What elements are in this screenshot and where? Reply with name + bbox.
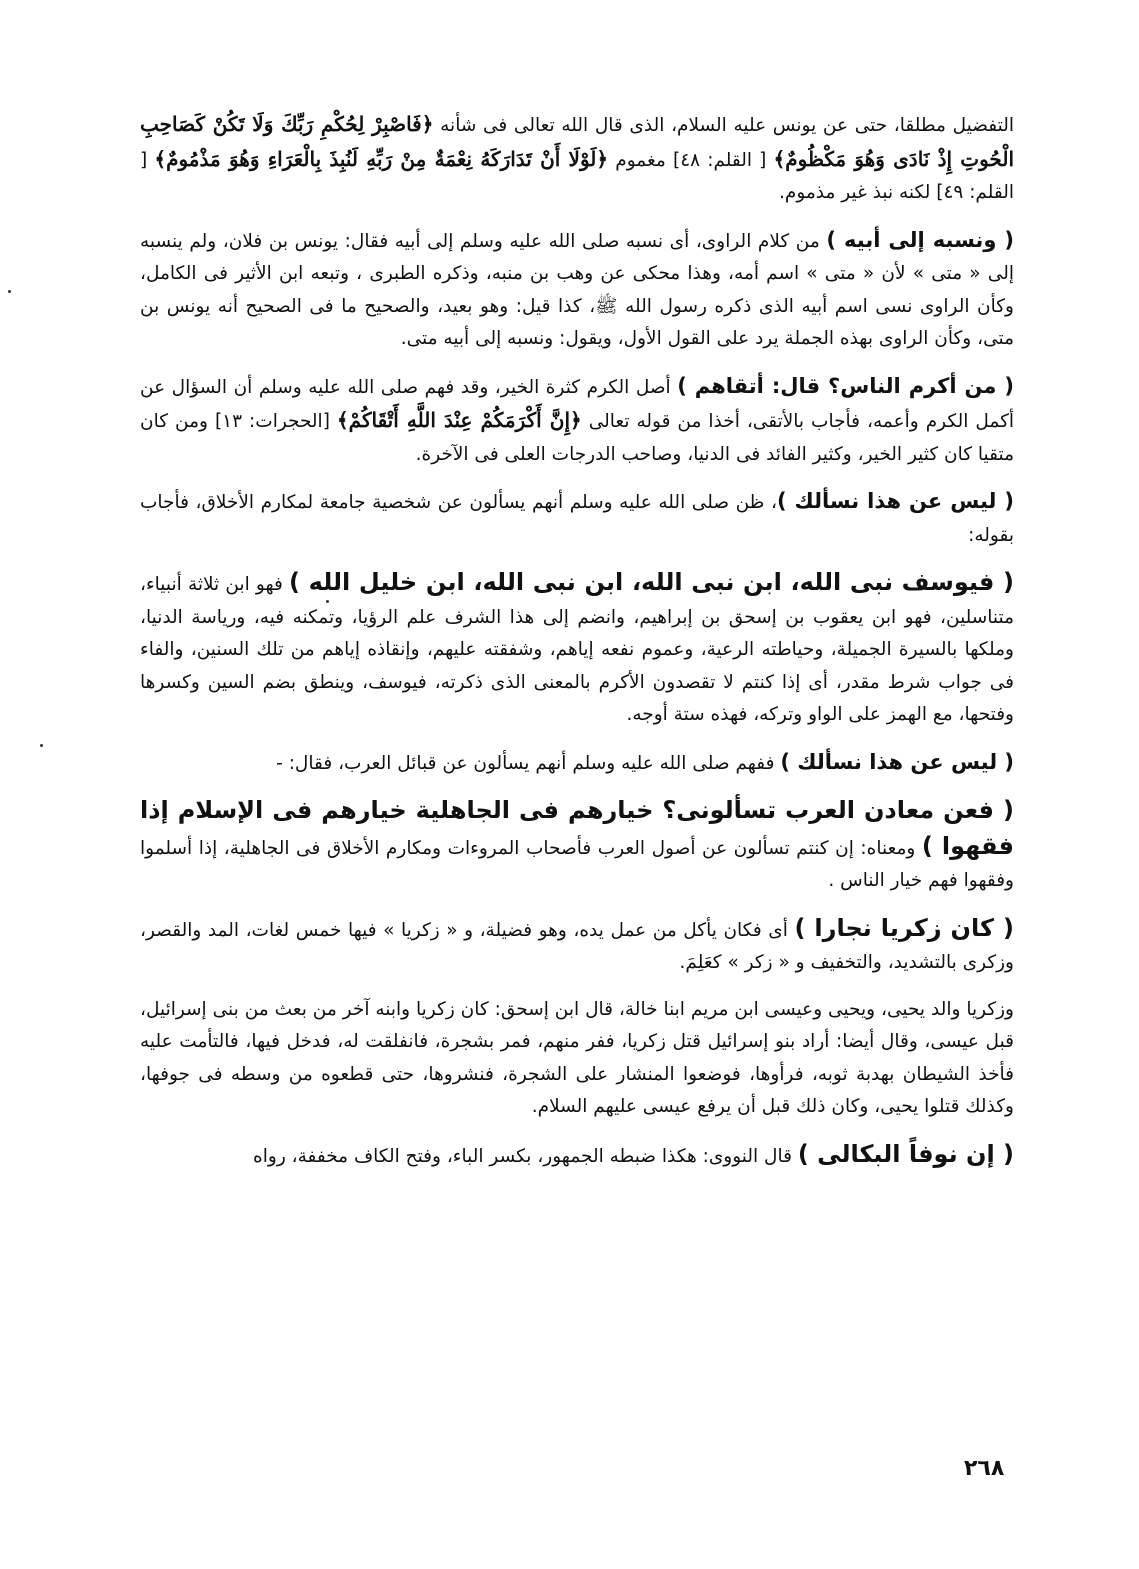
text-segment: ومعناه: إن كنتم تسألون عن أصول العرب فأصحاب المروءات ومكارم الأخلاق فى الجاهلية، إذا أسلموا وفقهوا فهم خيار الناس . bbox=[140, 837, 1014, 891]
paragraph-3 bbox=[140, 370, 1014, 472]
scan-speck bbox=[40, 744, 43, 747]
text-segment: [ القلم: ٤٨] مغموم bbox=[608, 149, 774, 171]
paragraph-2 bbox=[140, 224, 1014, 356]
text-segment: ، ظن صلى الله عليه وسلم أنهم يسألون عن شخصية جامعة لمكارم الأخلاق، فأجاب بقوله: bbox=[140, 492, 1014, 546]
hadith-phrase: ( إن نوفاً البكالى ) bbox=[797, 1139, 1014, 1168]
text-segment: فهو ابن ثلاثة أنبياء، متناسلين، فهو ابن يعقوب بن إسحق بن إبراهيم، وانضم إلى هذا الشرف علم الرؤيا، وتمكنه فيه، ورياسة الدنيا، وملكها بالسيرة الجميلة، وحياطته الرعية، وعموم نفعه إياهم، وشفقته عليهم، وإنقاذه إياهم من تلك السنين، والفاء فى جواب شرط مقدر، أى إذا كنتم لا تقصدون الأكرم بالمعنى الذى ذكرته، فيوسف، وينطق بضم السين وكسرها وفتحها، مع الهمز على الواو وتركه، فهذه ستة أوجه. bbox=[140, 574, 1014, 725]
scan-speck bbox=[8, 290, 11, 293]
text-segment: التفضيل مطلقا، حتى عن يونس عليه السلام، الذى قال الله تعالى فى شأنه bbox=[433, 115, 1014, 136]
hadith-phrase: ( فيوسف نبى الله، ابن نبى الله، ابن نبى الله، ابن خليل الله ) bbox=[289, 568, 1014, 596]
quran-verse: ﴿إِنَّ أَكْرَمَكُمْ عِنْدَ اللَّهِ أَتْقَاكُمْ﴾ bbox=[336, 408, 582, 432]
text-segment: [ القلم: ٤٩] لكنه نبذ غير مذموم. bbox=[140, 149, 1014, 203]
text-segment: أصل الكرم كثرة الخير، وقد فهم صلى الله عليه وسلم أن السؤال عن أكمل الكرم وأعمه، فأجاب بالأتقى، أخذا من قوله تعالى bbox=[140, 376, 1015, 432]
hadith-phrase: ( ونسبه إلى أبيه ) bbox=[826, 227, 1014, 252]
hadith-phrase: ( كان زكريا نجارا ) bbox=[794, 913, 1014, 942]
scan-speck bbox=[326, 600, 329, 603]
hadith-phrase: ( ليس عن هذا نسألك ) bbox=[780, 749, 1014, 774]
text-segment: أى فكان يأكل من عمل يده، وهو فضيلة، و « زكريا » فيها خمس لغات، المد والقصر، وزكرى بالتشديد، والتخفيف و « زكر » كعَلِمَ. bbox=[140, 919, 1014, 973]
paragraph-10 bbox=[140, 1138, 1014, 1174]
paragraph-7 bbox=[140, 794, 1014, 898]
paragraph-4 bbox=[140, 485, 1014, 552]
page-body bbox=[140, 108, 1014, 1173]
page-number: ٢٦٨ bbox=[964, 1456, 1005, 1481]
text-segment: من كلام الراوى، أى نسبه صلى الله عليه وسلم إلى أبيه فقال: يونس بن فلان، ولم ينسبه إلى « متى » لأن « متى » اسم أمه، وهذا محكى عن وهب بن منبه، وذكره الطبرى ، وتبعه ابن الأثير فى الكامل، وكأن الراوى نسى اسم أبيه الذى ذكره رسول الله ﷺ، كذا قيل: وهو بعيد، والصحيح ما فى الصحيح أنه يونس بن متى، وكأن الراوى بهذه الجملة يرد على القول الأول، ويقول: ونسبه إلى أبيه متى. bbox=[140, 230, 1014, 349]
paragraph-9 bbox=[140, 994, 1014, 1124]
hadith-phrase: ( من أكرم الناس؟ قال: أتقاهم ) bbox=[677, 373, 1014, 398]
paragraph-6 bbox=[140, 746, 1014, 781]
paragraph-8 bbox=[140, 912, 1014, 980]
quran-verse: ﴿فَاصْبِرْ لِحُكْمِ رَبِّكَ وَلَا تَكُنْ كَصَاحِبِ الْحُوتِ إِذْ نَادَى وَهُوَ مَكْظُومٌ﴾ bbox=[140, 112, 1014, 171]
quran-verse: ﴿لَوْلَا أَنْ تَدَارَكَهُ نِعْمَةٌ مِنْ رَبِّهِ لَنُبِذَ بِالْعَرَاءِ وَهُوَ مَذْمُومٌ﴾ bbox=[154, 146, 609, 171]
hadith-phrase: ( ليس عن هذا نسألك ) bbox=[776, 489, 1014, 513]
paragraph-1 bbox=[140, 108, 1014, 210]
text-segment: ففهم صلى الله عليه وسلم أنهم يسألون عن قبائل العرب، فقال: - bbox=[276, 752, 781, 774]
text-segment: قال النووى: هكذا ضبطه الجمهور، بكسر الباء، وفتح الكاف مخففة، رواه bbox=[253, 1145, 798, 1167]
paragraph-5 bbox=[140, 566, 1014, 732]
text-segment: وزكريا والد يحيى، ويحيى وعيسى ابن مريم ابنا خالة، قال ابن إسحق: كان زكريا وابنه آخر من بعث من بنى إسرائيل، قبل عيسى، وقال أيضا: أراد بنو إسرائيل قتل زكريا، ففر منهم، فمر بشجرة، فانفلقت له، فدخل فيها، فالتأمت عليه فأخذ الشيطان بهدبة ثوبه، فرأوها، فوضعوا المنشار على الشجرة، فنشروها، حتى قطعوه من وسطه فى جوفها، وكذلك قتلوا يحيى، وكان ذلك قبل أن يرفع عيسى عليهم السلام. bbox=[140, 998, 1014, 1117]
text-segment: [الحجرات: ١٣] ومن كان متقيا كان كثير الخير، وكثير الفائد فى الدنيا، وصاحب الدرجات العلى فى الآخرة. bbox=[140, 411, 1014, 465]
hadith-phrase: ( فعن معادن العرب تسألونى؟ خيارهم فى الجاهلية خيارهم فى الإسلام إذا فقهوا ) bbox=[140, 796, 1014, 860]
